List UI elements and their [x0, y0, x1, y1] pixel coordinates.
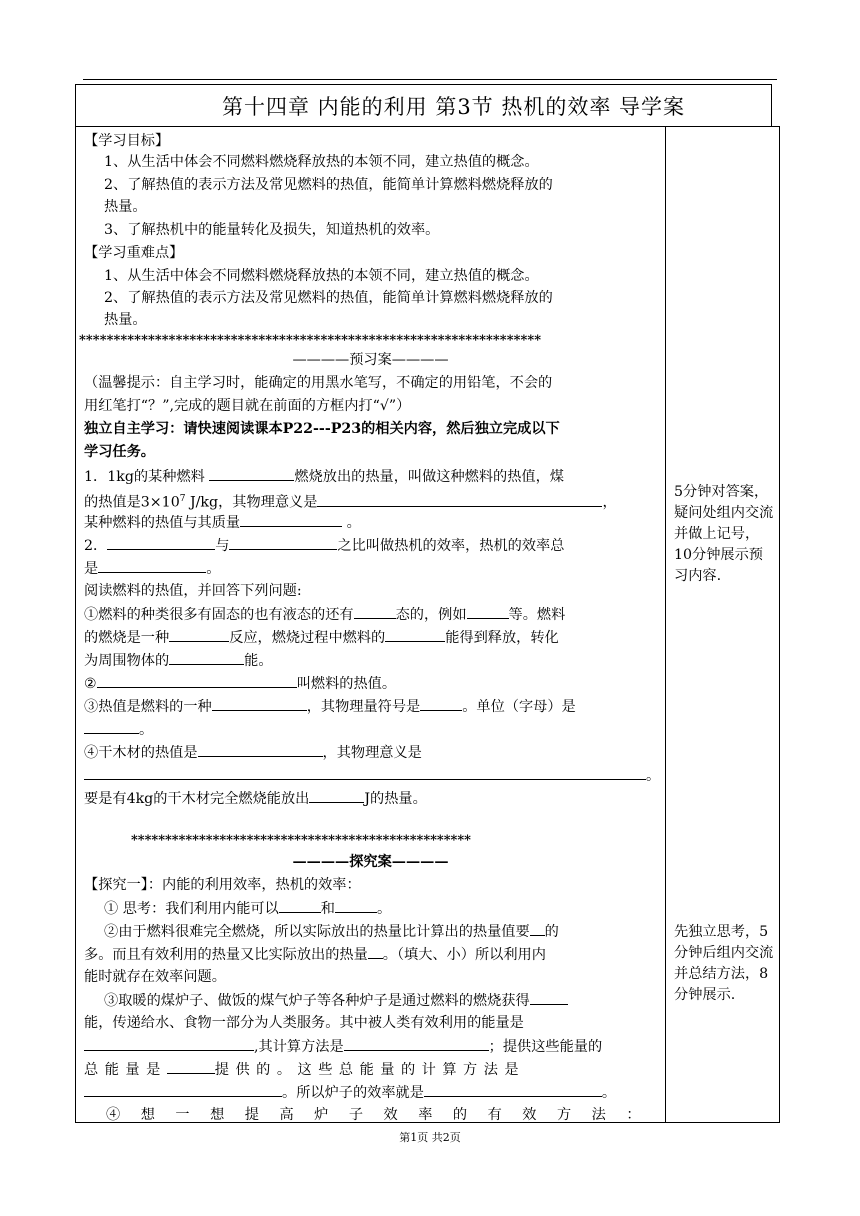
r1-text: ①燃料的种类很多有固态的也有液态的还有	[84, 607, 354, 623]
r3-text: 。单位（字母）是	[462, 699, 576, 715]
question-1	[84, 489, 659, 513]
reading-q1	[84, 604, 659, 625]
r4-text: 。	[646, 768, 661, 784]
objective-item: 3、了解热机中的能量转化及损失，知道热机的效率。	[104, 222, 440, 238]
blank[interactable]	[198, 742, 323, 757]
main-column	[76, 127, 665, 1122]
explore-q2: 能时就存在效率问题。	[84, 969, 226, 985]
blank[interactable]	[84, 1082, 282, 1097]
reading-q3	[84, 719, 659, 740]
blank[interactable]	[354, 604, 396, 619]
q2-text: 之比叫做热机的效率，热机的效率总	[337, 538, 565, 554]
r1-text: 能。	[244, 653, 273, 669]
explore-q4: ④想一想提高炉子效率的有效方法：	[106, 1107, 662, 1122]
tip-line: 用红笔打“？”,完成的题目就在前面的方框内打“√”）	[84, 398, 411, 414]
r2-text: ②	[84, 676, 97, 692]
q1-text: J/kg，其物理意义是	[185, 494, 318, 511]
page-title: 第十四章 内能的利用 第3节 热机的效率 导学案	[221, 95, 686, 119]
keypoint-item: 热量。	[104, 312, 147, 328]
side-column	[665, 127, 779, 1122]
e3-text: ③取暖的煤炉子、做饭的煤气炉子等各种炉子是通过燃料的燃烧获得	[104, 993, 530, 1009]
explore-q1	[104, 898, 659, 919]
reading-q5	[84, 788, 659, 809]
question-2	[84, 558, 659, 579]
q2-text: 与	[215, 538, 230, 554]
objective-item: 热量。	[104, 199, 147, 215]
q1-text: 的热值是3×10	[84, 494, 180, 511]
objective-item: 1、从生活中体会不同燃料燃烧释放热的本领不同，建立热值的概念。	[104, 154, 539, 170]
header-rule	[83, 79, 777, 80]
r4-text: ，其物理意义是	[322, 745, 422, 761]
q1-text: 。	[342, 515, 361, 531]
r4-text: ④干木材的热值是	[84, 745, 198, 761]
side-note-preview: 5分钟对答案，疑问处组内交流并做上记号，10分钟展示预习内容.	[674, 484, 774, 584]
r1-text: 能得到释放，转化	[445, 630, 559, 646]
e3-text: ；提供这些能量的	[488, 1039, 603, 1055]
blank[interactable]	[530, 990, 568, 1005]
q1-text: ，	[602, 494, 617, 511]
blank[interactable]	[209, 466, 294, 481]
blank[interactable]	[424, 1082, 602, 1097]
r3-text: 。	[139, 722, 154, 738]
r2-text: 叫燃料的热值。	[296, 676, 397, 692]
blank[interactable]	[317, 492, 602, 507]
e3-text: 。	[601, 1085, 617, 1101]
blank[interactable]	[335, 898, 377, 913]
reading-prompt: 阅读燃料的热值，并回答下列问题:	[84, 583, 302, 599]
q2-text: 是	[84, 561, 99, 577]
explore-q3	[104, 990, 659, 1011]
e2-text: 的	[544, 924, 559, 940]
blank[interactable]	[229, 535, 337, 550]
keypoint-item: 2、了解热值的表示方法及常见燃料的热值，能简单计算燃料燃烧释放的	[104, 290, 553, 306]
reading-q4	[84, 765, 659, 786]
blank[interactable]	[420, 696, 462, 711]
e1-text: ① 思考：我们利用内能可以	[104, 901, 279, 917]
star-divider: **************************************************	[131, 833, 471, 848]
title-row	[75, 84, 772, 127]
q1-text: 燃烧放出的热量，叫做这种燃料的热值，煤	[294, 469, 564, 485]
explore-section-title: 【探究一】：内能的利用效率，热机的效率：	[84, 877, 361, 893]
question-1	[84, 466, 659, 487]
blank[interactable]	[212, 696, 307, 711]
objectives-heading: 【学习目标】	[84, 133, 170, 149]
q2-text: 2．	[84, 538, 108, 554]
blank[interactable]	[279, 898, 321, 913]
blank[interactable]	[167, 1059, 215, 1074]
blank[interactable]	[169, 650, 244, 665]
explore-q3: 能，传递给水、食物一部分为人类服务。其中被人类有效利用的能量是	[84, 1015, 524, 1031]
task-line: 独立自主学习：请快速阅读课本P22---P23的相关内容，然后独立完成以下	[84, 421, 560, 437]
side-note-explore: 先独立思考，5分钟后组内交流并总结方法，8分钟展示.	[674, 924, 774, 1003]
explore-q3	[84, 1059, 659, 1080]
e2-text: 。（填大、小）所以利用内	[382, 947, 546, 963]
blank[interactable]	[97, 673, 297, 688]
reading-q1	[84, 650, 659, 671]
blank[interactable]	[530, 921, 545, 936]
question-2	[84, 535, 659, 556]
e3-text: 。所以炉子的效率就是	[282, 1085, 424, 1101]
r1-text: 的燃烧是一种	[84, 630, 170, 646]
blank[interactable]	[368, 944, 383, 959]
explore-q3	[84, 1082, 659, 1103]
keypoints-heading: 【学习重难点】	[84, 245, 184, 261]
blank[interactable]	[84, 719, 139, 734]
explore-q2	[84, 944, 659, 965]
worksheet	[75, 84, 772, 1121]
preview-heading: ————预习案————	[292, 352, 449, 368]
blank[interactable]	[309, 788, 364, 803]
r1-text: 为周围物体的	[84, 653, 170, 669]
blank[interactable]	[344, 1036, 489, 1051]
question-1	[84, 512, 659, 533]
e3-text: 总能量是	[84, 1062, 167, 1078]
e2-text: ②由于燃料很难完全燃烧，所以实际放出的热量比计算出的热量值要	[104, 924, 530, 940]
reading-q1	[84, 627, 659, 648]
tip-line: （温馨提示：自主学习时，能确定的用黑水笔写，不确定的用铅笔，不会的	[84, 375, 553, 391]
r5-text: 要是有4kg的干木材完全燃烧能放出	[84, 791, 310, 807]
reading-q4	[84, 742, 659, 763]
star-divider: *******************************************************************	[79, 333, 542, 348]
r1-text: 等。燃料	[508, 607, 566, 623]
explore-q3	[84, 1036, 659, 1057]
e3-text: 提供的。这些总能量的计算方法是	[214, 1062, 526, 1078]
reading-q3	[84, 696, 659, 717]
blank[interactable]	[84, 765, 646, 780]
content-table	[75, 126, 780, 1123]
blank[interactable]	[107, 535, 215, 550]
q1-text: 1．1kg的某种燃料	[84, 469, 205, 485]
objective-item: 2、了解热值的表示方法及常见燃料的热值，能简单计算燃料燃烧释放的	[104, 177, 553, 193]
e3-text: ,其计算方法是	[254, 1039, 344, 1055]
blank[interactable]	[385, 627, 445, 642]
q1-exponent: 7	[179, 494, 186, 504]
blank[interactable]	[98, 558, 206, 573]
r3-text: ③热值是燃料的一种	[84, 699, 212, 715]
blank[interactable]	[240, 512, 342, 527]
r3-text: ，其物理量符号是	[306, 699, 421, 715]
blank[interactable]	[169, 627, 229, 642]
e1-text: 和	[320, 901, 335, 917]
explore-heading: ————探究案————	[292, 854, 449, 870]
r5-text: J的热量。	[364, 791, 427, 807]
keypoint-item: 1、从生活中体会不同燃料燃烧释放热的本领不同，建立热值的概念。	[104, 268, 539, 284]
explore-q2	[104, 921, 659, 942]
q1-text: 某种燃料的热值与其质量	[84, 515, 241, 531]
r1-text: 态的，例如	[395, 607, 467, 623]
e2-text: 多。而且有效利用的热量又比实际放出的热量	[84, 947, 368, 963]
task-line: 学习任务。	[84, 444, 155, 460]
r1-text: 反应，燃烧过程中燃料的	[229, 630, 386, 646]
page-footer: 第1页 共2页	[399, 1131, 461, 1144]
blank[interactable]	[467, 604, 509, 619]
reading-q2	[84, 673, 659, 694]
e1-text: 。	[376, 901, 392, 917]
blank[interactable]	[84, 1036, 254, 1051]
q2-text: 。	[206, 561, 221, 577]
